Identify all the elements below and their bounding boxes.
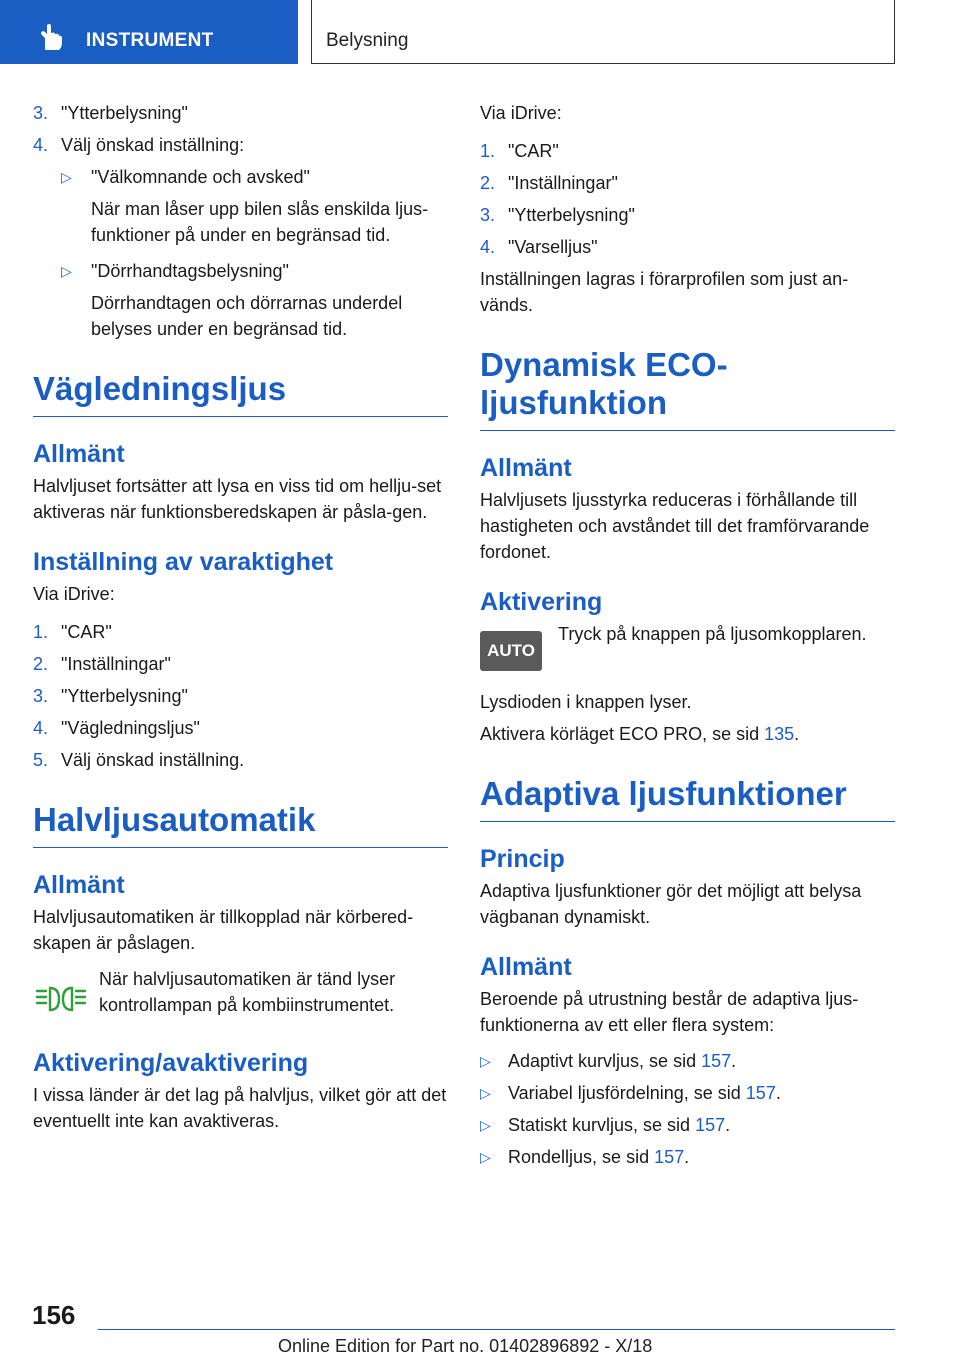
- via-idrive-text: Via iDrive:: [33, 584, 115, 604]
- sub-bullet-item: [33, 258, 448, 284]
- heading-halvljusautomatik: Halvljusautomatik: [33, 801, 448, 848]
- list-text: "Ytterbelysning": [61, 686, 188, 706]
- triangle-bullet-icon: ▷: [480, 1053, 491, 1069]
- indicator-text: När halvljusautomatiken är tänd lyser kontrollampan på kombiinstrumentet.: [99, 969, 396, 1015]
- paragraph: Lysdioden i knappen lyser.: [480, 692, 692, 712]
- list-item: [33, 747, 448, 773]
- text: .: [731, 1051, 737, 1071]
- list-number: 4.: [33, 718, 49, 738]
- list-text: "CAR": [61, 622, 112, 642]
- list-text: "Vägledningsljus": [61, 718, 200, 738]
- bullet-text: Statiskt kurvljus, se sid: [508, 1115, 696, 1135]
- auto-button-text: Tryck på knappen på ljusomkopplaren.: [558, 624, 867, 644]
- heading-allmant: Allmänt: [480, 953, 572, 981]
- page-number: 156: [32, 1300, 76, 1330]
- list-number: 1.: [480, 141, 496, 161]
- page-link[interactable]: 157: [745, 1083, 776, 1103]
- list-number: 1.: [33, 622, 49, 642]
- text: Aktivera körläget ECO PRO, se sid: [480, 724, 765, 744]
- text: .: [725, 1115, 731, 1135]
- auto-button-icon: AUTO: [480, 631, 542, 671]
- chapter-label: INSTRUMENT: [86, 30, 214, 51]
- list-text: "Inställningar": [61, 654, 171, 674]
- bullet-item: [480, 1048, 895, 1074]
- heading-installning: Inställning av varaktighet: [33, 548, 334, 576]
- bullet-text: Adaptivt kurvljus, se sid: [508, 1051, 702, 1071]
- list-number: 2.: [33, 654, 49, 674]
- list-number: 4.: [480, 237, 496, 257]
- low-beam-auto-indicator-icon: [35, 984, 87, 1014]
- list-item: [33, 683, 448, 709]
- list-text: "Ytterbelysning": [61, 103, 188, 123]
- triangle-bullet-icon: ▷: [480, 1085, 491, 1101]
- paragraph: Halvljusautomatiken är tillkopplad när körbered-skapen är påslagen.: [33, 907, 414, 953]
- list-text: Välj önskad inställning:: [61, 135, 245, 155]
- triangle-bullet-icon: ▷: [480, 1149, 491, 1165]
- heading-allmant: Allmänt: [33, 871, 125, 899]
- text: .: [684, 1147, 690, 1167]
- heading-allmant: Allmänt: [33, 440, 125, 468]
- heading-adaptiva: Adaptiva ljusfunktioner: [480, 775, 895, 822]
- section-tab: [311, 0, 895, 64]
- page-link[interactable]: 157: [695, 1115, 726, 1135]
- hand-pointer-icon: [36, 22, 66, 52]
- paragraph: Beroende på utrustning består de adaptiva ljus-funktionerna av ett eller flera system:: [480, 989, 859, 1035]
- sub-bullet-label: "Välkomnande och avsked": [91, 167, 310, 187]
- heading-dynamisk-eco: [480, 346, 895, 431]
- right-column: [480, 100, 895, 1176]
- list-number: 3.: [480, 205, 496, 225]
- heading-princip: Princip: [480, 845, 565, 873]
- via-idrive-text: Via iDrive:: [480, 103, 562, 123]
- bullet-text: Variabel ljusfördelning, se sid: [508, 1083, 746, 1103]
- paragraph: [480, 721, 895, 747]
- triangle-bullet-icon: ▷: [61, 169, 72, 185]
- text: .: [794, 724, 800, 744]
- heading-allmant: Allmänt: [480, 454, 572, 482]
- list-number: 2.: [480, 173, 496, 193]
- list-item: [33, 619, 448, 645]
- list-item: [33, 715, 448, 741]
- list-text: "Ytterbelysning": [508, 205, 635, 225]
- indicator-row: [33, 966, 448, 1026]
- auto-button-row: [480, 621, 895, 681]
- page-link[interactable]: 135: [764, 724, 795, 744]
- list-text: "CAR": [508, 141, 559, 161]
- bullet-item: [480, 1080, 895, 1106]
- edition-text: Online Edition for Part no. 01402896892 - X/18: [278, 1336, 653, 1356]
- page-link[interactable]: 157: [654, 1147, 685, 1167]
- list-item: [480, 170, 895, 196]
- heading-aktivering-avaktivering: Aktivering/avaktivering: [33, 1049, 309, 1077]
- list-text: Välj önskad inställning.: [61, 750, 245, 770]
- list-number: 3.: [33, 103, 49, 123]
- footer-divider: [98, 1329, 895, 1330]
- sub-bullet-description: När man låser upp bilen slås enskilda ljus-funktioner på under en begränsad tid.: [91, 199, 429, 245]
- list-item: [480, 234, 895, 260]
- heading-line: Dynamisk ECO-: [480, 346, 728, 383]
- paragraph: Inställningen lagras i förarprofilen som just an-vänds.: [480, 269, 849, 315]
- page-header: [0, 0, 960, 66]
- paragraph: Halvljusets ljusstyrka reduceras i förhållande till hastigheten och avståndet till det framförvarande fordonet.: [480, 490, 870, 562]
- triangle-bullet-icon: ▷: [61, 263, 72, 279]
- list-item: [480, 202, 895, 228]
- triangle-bullet-icon: ▷: [480, 1117, 491, 1133]
- text: .: [775, 1083, 781, 1103]
- sub-bullet-description: Dörrhandtagen och dörrarnas underdel belyses under en begränsad tid.: [91, 293, 403, 339]
- paragraph: Adaptiva ljusfunktioner gör det möjligt att belysa vägbanan dynamiskt.: [480, 881, 862, 927]
- sub-bullet-label: "Dörrhandtagsbelysning": [91, 261, 289, 281]
- bullet-item: [480, 1112, 895, 1138]
- left-column: [33, 100, 448, 1140]
- heading-line: ljusfunktion: [480, 384, 667, 421]
- sub-bullet-item: [33, 164, 448, 190]
- paragraph: I vissa länder är det lag på halvljus, vilket gör att det eventuellt inte kan avaktiveras.: [33, 1085, 447, 1131]
- section-label: Belysning: [326, 30, 409, 51]
- list-text: "Varselljus": [508, 237, 598, 257]
- paragraph: Halvljuset fortsätter att lysa en viss tid om hellju-set aktiveras när funktionsberedskapen är påsla-gen.: [33, 476, 442, 522]
- heading-vagledningsljus: Vägledningsljus: [33, 370, 448, 417]
- bullet-item: [480, 1144, 895, 1170]
- heading-aktivering: Aktivering: [480, 588, 603, 616]
- list-number: 4.: [33, 135, 49, 155]
- chapter-tab-instrument[interactable]: [0, 0, 298, 64]
- page-link[interactable]: 157: [701, 1051, 732, 1071]
- list-item: [33, 651, 448, 677]
- list-text: "Inställningar": [508, 173, 618, 193]
- list-number: 5.: [33, 750, 49, 770]
- list-number: 3.: [33, 686, 49, 706]
- list-item: [33, 100, 448, 126]
- list-item: [33, 132, 448, 158]
- list-item: [480, 138, 895, 164]
- bullet-text: Rondelljus, se sid: [508, 1147, 655, 1167]
